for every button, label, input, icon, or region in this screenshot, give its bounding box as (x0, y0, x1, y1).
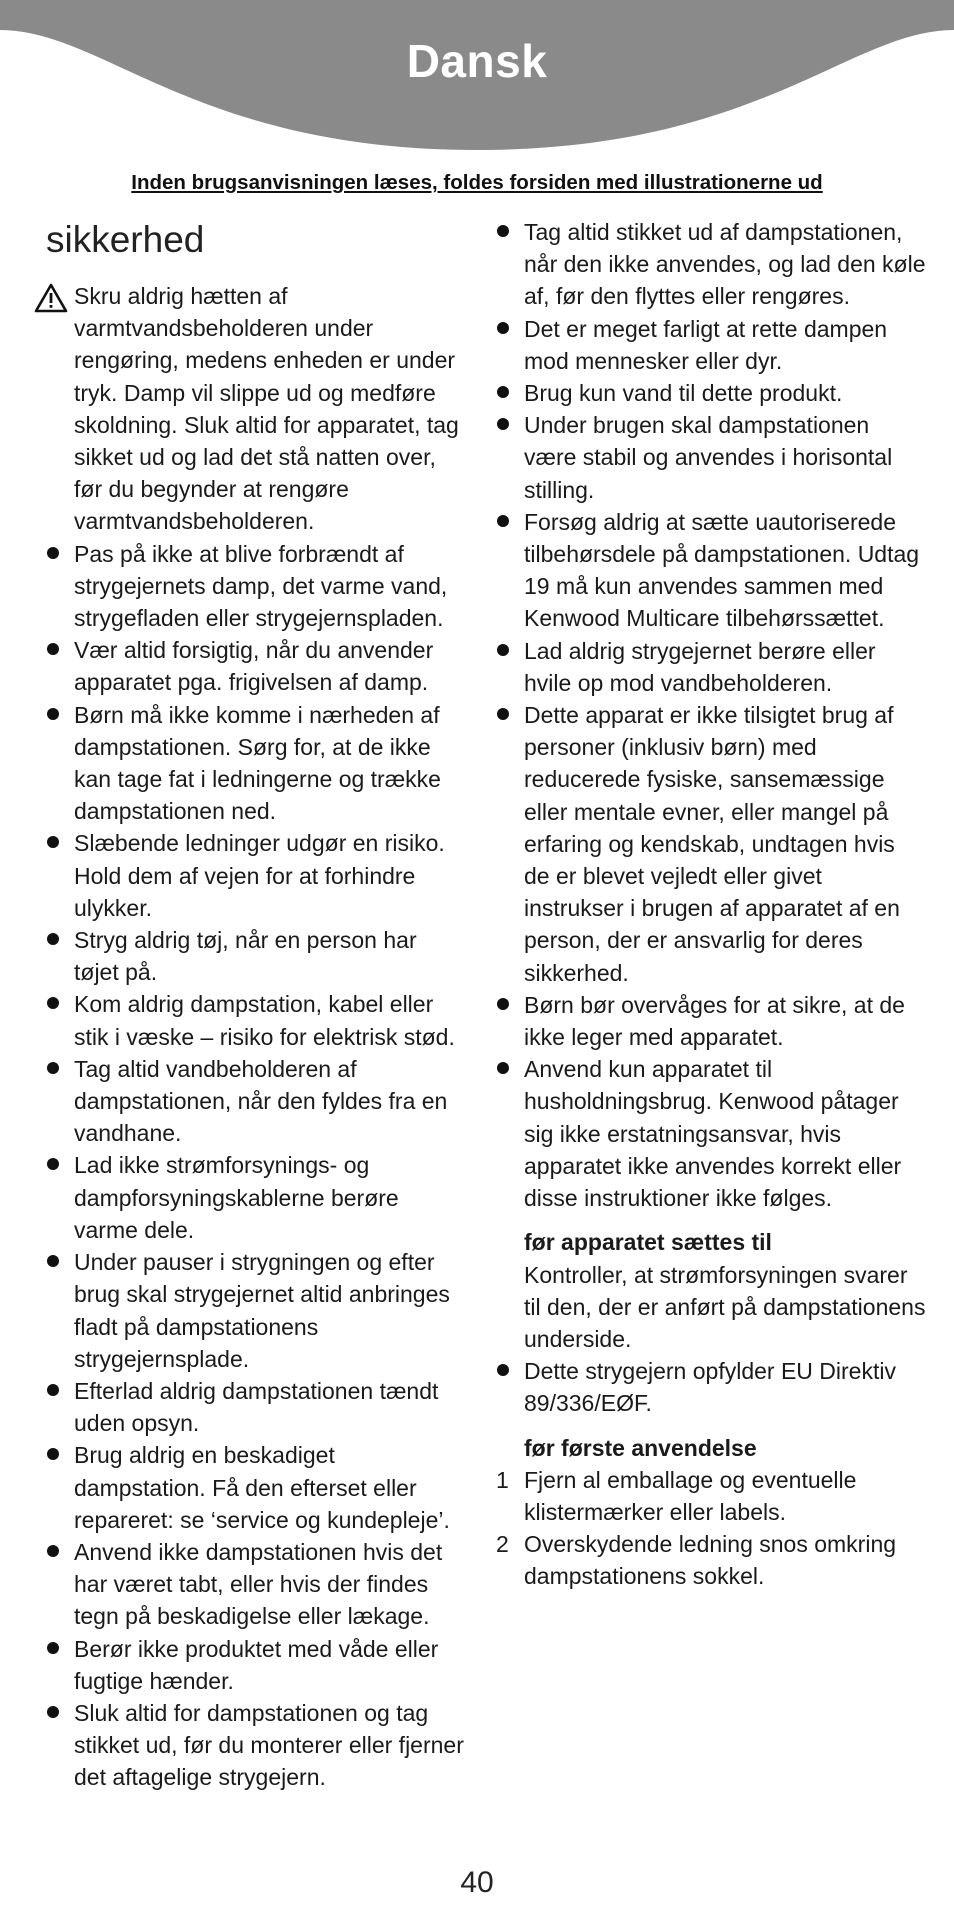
list-item: Berør ikke produktet med våde eller fugtige hænder. (46, 1633, 466, 1697)
list-item: Tag altid vandbeholderen af dampstationen, når den fyldes fra en vandhane. (46, 1053, 466, 1150)
before-plug-text: Kontroller, at strømforsyningen svarer til den, der er anført på dampstationens underside. (524, 1261, 926, 1352)
warning-text: Skru aldrig hætten af varmtvandsbeholderen under rengøring, medens enheden er under tryk. Damp vil slippe ud og medføre skoldning. Sluk altid for apparatet, tag sikket ud og lad det stå natten over, før du begynder at rengøre varmtvandsbeholderen. (74, 283, 459, 535)
list-item: Lad aldrig strygejernet berøre eller hvile op mod vandbeholderen. (496, 635, 926, 699)
list-item: Anvend kun apparatet til husholdningsbrug. Kenwood påtager sig ikke erstatningsansvar, hvis apparatet ikke anvendes korrekt eller disse instruktioner ikke følges. (496, 1053, 926, 1214)
page-number: 40 (460, 1866, 494, 1899)
list-item: Under pauser i strygningen og efter brug skal strygejernet altid anbringes fladt på dampstationens strygejernsplade. (46, 1246, 466, 1375)
bullet-dot (497, 418, 509, 430)
list-item: Sluk altid for dampstationen og tag stikket ud, før du monterer eller fjerner det aftagelige strygejern. (46, 1697, 466, 1794)
section-title-safety: sikkerhed (46, 219, 205, 260)
list-item: Forsøg aldrig at sætte uautoriserede tilbehørsdele på dampstationen. Udtag 19 må kun anvendes sammen med Kenwood Multicare tilbehørssættet. (496, 506, 926, 635)
bullet-dot (47, 1706, 59, 1718)
list-item: Under brugen skal dampstationen være stabil og anvendes i horisontal stilling. (496, 409, 926, 506)
bullet-dot (47, 836, 59, 848)
page-header (0, 0, 954, 160)
warning-triangle-icon (34, 283, 68, 313)
bullet-dot (47, 1545, 59, 1557)
bullet-dot (47, 547, 59, 559)
list-item: Kom aldrig dampstation, kabel eller stik i væske – risiko for elektrisk stød. (46, 988, 466, 1052)
list-item: Vær altid forsigtig, når du anvender apparatet pga. frigivelsen af damp. (46, 634, 466, 698)
numbered-step: 2 Overskydende ledning snos omkring dampstationens sokkel. (496, 1528, 926, 1592)
warning-item (46, 280, 466, 538)
list-item: Tag altid stikket ud af dampstationen, når den ikke anvendes, og lad den køle af, før den flyttes eller rengøres. (496, 216, 926, 313)
list-item: Brug kun vand til dette produkt. (496, 377, 926, 409)
list-item: Dette apparat er ikke tilsigtet brug af personer (inklusiv børn) med reducerede fysiske, sansemæssige eller mentale evner, eller mangel på erfaring og kendskab, undtagen hvis de er blevet vejledt eller givet instrukser i brugen af apparatet af en person, der er ansvarlig for deres sikkerhed. (496, 699, 926, 989)
list-item: Børn må ikke komme i nærheden af dampstationen. Sørg for, at de ikke kan tage fat i ledningerne og trække dampstationen ned. (46, 699, 466, 828)
list-item: Lad ikke strømforsynings- og dampforsyningskablerne berøre varme dele. (46, 1149, 466, 1246)
intro-instruction: Inden brugsanvisningen læses, foldes forsiden med illustrationerne ud (131, 171, 823, 194)
bullet-dot (47, 1062, 59, 1074)
bullet-dot (497, 225, 509, 237)
step-number: 2 (496, 1531, 509, 1558)
list-item: Slæbende ledninger udgør en risiko. Hold dem af vejen for at forhindre ulykker. (46, 827, 466, 924)
list-item: Dette strygejern opfylder EU Direktiv 89/336/EØF. (496, 1355, 926, 1419)
left-column (46, 216, 466, 1794)
bullet-dot (497, 322, 509, 334)
list-item: Pas på ikke at blive forbrændt af strygejernets damp, det varme vand, strygefladen eller strygejernspladen. (46, 538, 466, 635)
bullet-dot (497, 386, 509, 398)
language-title: Dansk (406, 35, 548, 87)
numbered-step: 1 Fjern al emballage og eventuelle klistermærker eller labels. (496, 1464, 926, 1528)
right-column (496, 216, 926, 1593)
bullet-dot (497, 644, 509, 656)
bullet-dot (47, 1255, 59, 1267)
list-item: Efterlad aldrig dampstationen tændt uden opsyn. (46, 1375, 466, 1439)
bullet-dot (497, 1364, 509, 1376)
subheading-before-plug: før apparatet sættes til (524, 1229, 772, 1256)
bullet-dot (47, 1448, 59, 1460)
bullet-dot (47, 997, 59, 1009)
list-item: Brug aldrig en beskadiget dampstation. Få den efterset eller repareret: se ‘service og kundepleje’. (46, 1439, 466, 1536)
bullet-dot (47, 643, 59, 655)
list-item: Stryg aldrig tøj, når en person har tøjet på. (46, 924, 466, 988)
bullet-dot (497, 998, 509, 1010)
list-item: Børn bør overvåges for at sikre, at de ikke leger med apparatet. (496, 989, 926, 1053)
subheading-first-use: før første anvendelse (524, 1434, 757, 1461)
bullet-dot (47, 1384, 59, 1396)
bullet-dot (497, 708, 509, 720)
bullet-dot (497, 1062, 509, 1074)
bullet-dot (497, 515, 509, 527)
list-item: Anvend ikke dampstationen hvis det har været tabt, eller hvis der findes tegn på beskadigelse eller lækage. (46, 1536, 466, 1633)
bullet-dot (47, 708, 59, 720)
bullet-dot (47, 1642, 59, 1654)
list-item: Det er meget farligt at rette dampen mod mennesker eller dyr. (496, 313, 926, 377)
bullet-dot (47, 933, 59, 945)
step-number: 1 (496, 1466, 509, 1493)
bullet-dot (47, 1158, 59, 1170)
